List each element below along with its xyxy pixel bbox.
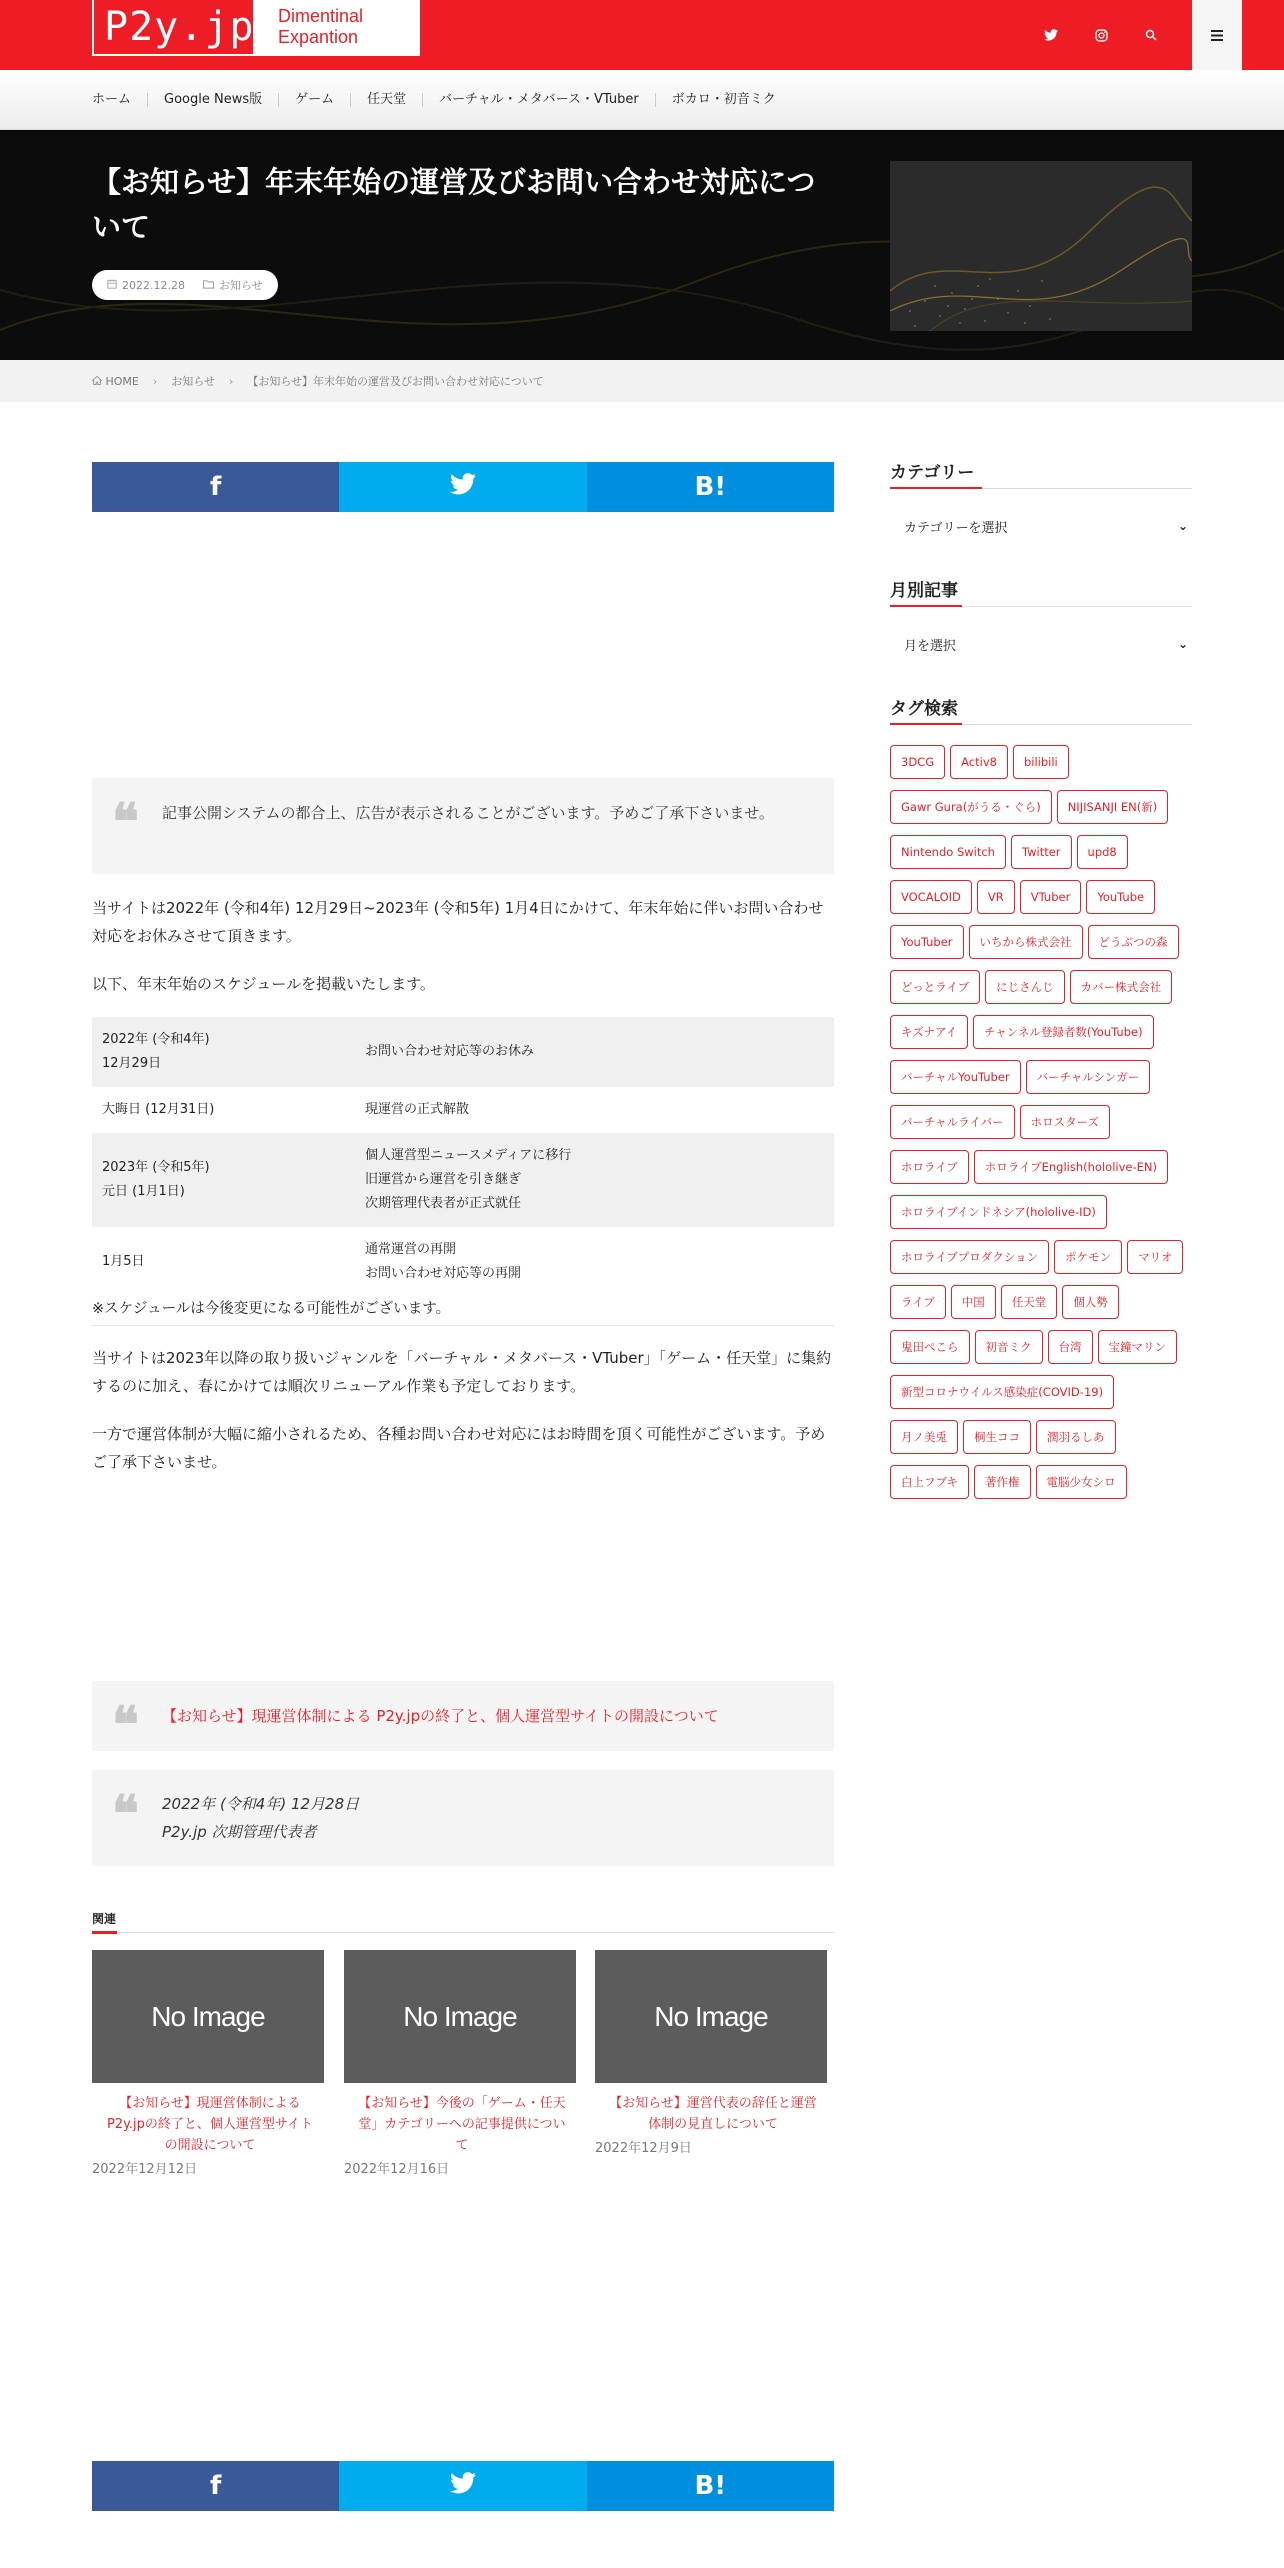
body-paragraph-3: 当サイトは2023年以降の取り扱いジャンルを「バーチャル・メタバース・VTuber」「ゲーム・任天堂」に集約するのに加え、春にかけては順次リニューアル作業も予定しております。 — [92, 1349, 832, 1395]
tag-link[interactable]: ホロライブプロダクション — [890, 1240, 1049, 1274]
tag-link[interactable]: 台湾 — [1048, 1330, 1093, 1364]
card-title[interactable]: 【お知らせ】現運営体制による P2y.jpの終了と、個人運営型サイトの開設について — [106, 2096, 314, 2153]
article-category[interactable]: お知らせ — [218, 279, 263, 292]
tag-link[interactable]: どっとライブ — [890, 970, 980, 1004]
hatena-icon: B! — [694, 2471, 727, 2501]
home-icon — [92, 375, 106, 388]
related-heading-divider — [92, 1932, 834, 1933]
quote-icon: ❝ — [112, 1695, 139, 1754]
hatena-icon: B! — [694, 472, 727, 502]
schedule-date: 2023年 (令和5年) 元日 (1月1日) — [92, 1133, 355, 1227]
body-paragraph-1: 当サイトは2022年 (令和4年) 12月29日~2023年 (令和5年) 1月4日にかけて、年末年始に伴いお問い合わせ対応をお休みさせて頂きます。 — [92, 899, 824, 945]
category-heading-accent — [890, 487, 982, 489]
tag-link[interactable]: YouTube — [1086, 880, 1155, 914]
hatena-share-button[interactable] — [587, 462, 834, 512]
archive-heading-accent — [890, 605, 962, 607]
tag-link[interactable]: NIJISANJI EN(新) — [1057, 790, 1169, 824]
link-quote-text[interactable]: 【お知らせ】現運営体制による P2y.jpの終了と、個人運営型サイトの開設について — [162, 1707, 719, 1725]
hatena-share-button[interactable] — [587, 2461, 834, 2511]
tag-link[interactable]: チャンネル登録者数(YouTube) — [973, 1015, 1154, 1049]
site-header — [0, 0, 1284, 70]
tag-link[interactable]: にじさんじ — [985, 970, 1065, 1004]
chevron-right-icon: › — [152, 374, 158, 388]
signature-author: P2y.jp 次期管理代表者 — [162, 1823, 317, 1841]
tag-link[interactable]: ホロライブ — [890, 1150, 969, 1184]
article-title: 【お知らせ】年末年始の運営及びお問い合わせ対応について — [92, 165, 816, 244]
tag-link[interactable]: 宝鐘マリン — [1098, 1330, 1178, 1364]
schedule-event: 通常運営の再開 お問い合わせ対応等の再開 — [365, 1242, 522, 1281]
schedule-row — [92, 1133, 834, 1227]
facebook-share-button[interactable] — [92, 2461, 339, 2511]
body-paragraph-2: 以下、年末年始のスケジュールを掲載いたします。 — [92, 975, 435, 993]
archive-select-value: 月を選択 — [904, 638, 957, 654]
chevron-right-icon: › — [228, 374, 234, 388]
tag-link[interactable]: 任天堂 — [1001, 1285, 1058, 1319]
facebook-icon: f — [210, 472, 222, 502]
tag-link[interactable]: 初音ミク — [975, 1330, 1043, 1364]
tag-link[interactable]: VOCALOID — [890, 880, 972, 914]
calendar-icon — [107, 279, 117, 292]
schedule-event: お問い合わせ対応等のお休み — [355, 1017, 834, 1087]
schedule-date: 大晦日 (12月31日) — [102, 1102, 215, 1117]
tag-link[interactable]: 3DCG — [890, 745, 945, 779]
tag-link[interactable]: どうぶつの森 — [1088, 925, 1179, 959]
article-meta — [92, 270, 278, 300]
tag-heading-accent — [890, 723, 962, 725]
tag-link[interactable]: いちから株式会社 — [969, 925, 1083, 959]
related-card[interactable] — [92, 1950, 324, 2177]
tag-link[interactable]: バーチャルライバー — [890, 1105, 1015, 1139]
signature-box — [92, 1770, 834, 1866]
ad-notice-box — [92, 778, 834, 874]
nav-item-virtual[interactable]: バーチャル・メタバース・VTuber — [422, 93, 655, 107]
category-select[interactable] — [890, 506, 1192, 546]
schedule-date: 2022年 (令和4年) 12月29日 — [92, 1017, 355, 1087]
folder-icon — [203, 279, 214, 292]
card-date: 2022年12月12日 — [92, 2162, 198, 2177]
related-card[interactable] — [344, 1950, 576, 2177]
card-thumbnail: No Image — [92, 1950, 324, 2083]
tag-link[interactable]: バーチャルシンガー — [1026, 1060, 1151, 1094]
tag-link[interactable]: Twitter — [1011, 835, 1072, 869]
archive-heading: 月別記事 — [890, 581, 958, 601]
breadcrumb-current: 【お知らせ】年末年始の運営及びお問い合わせ対応について — [247, 375, 544, 388]
logo-tagline — [255, 0, 420, 56]
breadcrumb-home[interactable] — [92, 375, 139, 388]
tag-cloud — [890, 745, 1192, 1510]
card-thumbnail: No Image — [595, 1950, 827, 2083]
tag-link[interactable]: 著作権 — [974, 1465, 1031, 1499]
tag-link[interactable]: Activ8 — [950, 745, 1008, 779]
tag-link[interactable]: キズナアイ — [890, 1015, 968, 1049]
twitter-share-button[interactable] — [339, 462, 586, 512]
signature-text — [162, 1790, 359, 1846]
global-nav — [0, 70, 1284, 130]
tag-link[interactable]: bilibili — [1013, 745, 1069, 779]
ad-notice-text: 記事公開システムの都合上、広告が表示されることがございます。予めご了承下さいませ。 — [162, 804, 774, 822]
schedule-date: 1月5日 — [102, 1254, 145, 1269]
related-heading-accent — [92, 1931, 117, 1934]
facebook-icon: f — [210, 2471, 222, 2501]
twitter-share-button[interactable] — [339, 2461, 586, 2511]
tag-link[interactable]: 桐生ココ — [963, 1420, 1031, 1454]
tag-link[interactable]: 白上フブキ — [890, 1465, 969, 1499]
logo-main: P2y.jp — [92, 0, 255, 56]
tag-link[interactable]: 鬼田ぺこら — [890, 1330, 970, 1364]
menu-icon[interactable] — [1192, 0, 1242, 70]
schedule-row — [92, 1227, 834, 1297]
nav-item-nintendo[interactable]: 任天堂 — [350, 93, 422, 107]
schedule-note: ※スケジュールは今後変更になる可能性がございます。 — [92, 1295, 834, 1326]
tag-link[interactable]: YouTuber — [890, 925, 964, 959]
article-thumbnail — [890, 161, 1192, 331]
nav-item-home[interactable]: ホーム — [92, 92, 132, 107]
breadcrumb — [0, 360, 1284, 402]
tag-link[interactable]: 潤羽るしあ — [1036, 1420, 1116, 1454]
chevron-down-icon: ⌄ — [1177, 519, 1188, 533]
schedule-event: 個人運営型ニュースメディアに移行 旧運営から運営を引き継ぎ 次期管理代表者が正式就任 — [355, 1133, 834, 1227]
schedule-event: 現運営の正式解散 — [365, 1102, 470, 1117]
twitter-icon — [450, 2471, 476, 2501]
twitter-icon[interactable] — [1026, 0, 1076, 70]
tag-link[interactable]: ライブ — [890, 1285, 946, 1319]
share-bar-bottom — [92, 2461, 834, 2511]
chevron-down-icon: ⌄ — [1177, 637, 1188, 651]
card-date: 2022年12月16日 — [344, 2162, 450, 2177]
facebook-share-button[interactable] — [92, 462, 339, 512]
tag-link[interactable]: ホロライブEnglish(hololive-EN) — [974, 1150, 1168, 1184]
tag-link[interactable]: カバー株式会社 — [1070, 970, 1173, 1004]
quote-icon: ❝ — [112, 1784, 139, 1843]
tag-link[interactable]: Nintendo Switch — [890, 835, 1006, 869]
category-heading: カテゴリー — [890, 463, 975, 483]
schedule-row — [92, 1017, 834, 1087]
schedule-row — [92, 1087, 834, 1133]
nav-item-google-news[interactable]: Google News版 — [147, 93, 278, 107]
card-thumbnail: No Image — [344, 1950, 576, 2083]
tag-link[interactable]: VTuber — [1020, 880, 1082, 914]
tag-link[interactable]: 電脳少女シロ — [1036, 1465, 1127, 1499]
tag-link[interactable]: マリオ — [1127, 1240, 1183, 1274]
share-bar-top — [92, 462, 834, 512]
link-quote-box — [92, 1681, 834, 1754]
tag-heading: タグ検索 — [890, 699, 958, 719]
card-date: 2022年12月9日 — [595, 2141, 692, 2156]
tag-link[interactable]: 個人勢 — [1062, 1285, 1119, 1319]
tag-link[interactable]: バーチャルYouTuber — [890, 1060, 1021, 1094]
tag-link[interactable]: upd8 — [1077, 835, 1128, 869]
body-paragraph-4: 一方で運営体制が大幅に縮小されるため、各種お問い合わせ対応にはお時間を頂く可能性がございます。予めご了承下さいませ。 — [92, 1425, 826, 1471]
archive-select[interactable] — [890, 624, 1192, 664]
article-hero — [0, 130, 1284, 360]
related-card[interactable] — [595, 1950, 827, 2156]
instagram-icon[interactable] — [1076, 0, 1126, 70]
quote-icon: ❝ — [112, 792, 139, 851]
site-logo[interactable] — [92, 0, 420, 56]
tag-link[interactable]: ポケモン — [1054, 1240, 1122, 1274]
card-title[interactable]: 【お知らせ】運営代表の辞任と運営体制の見直しについて — [609, 2096, 817, 2132]
nav-item-game[interactable]: ゲーム — [278, 93, 350, 107]
logo-tagline-line1: Dimentinal — [278, 6, 364, 26]
card-title[interactable]: 【お知らせ】今後の「ゲーム・任天堂」カテゴリーへの記事提供について — [358, 2096, 566, 2153]
tag-link[interactable]: Gawr Gura(がうる・ぐら) — [890, 790, 1052, 824]
logo-tagline-line2: Expantion — [278, 27, 359, 47]
category-select-value: カテゴリーを選択 — [904, 520, 1008, 536]
tag-link[interactable]: 中国 — [951, 1285, 996, 1319]
tag-link[interactable]: ホロライブインドネシア(hololive-ID) — [890, 1195, 1107, 1229]
tag-link[interactable]: 月ノ美兎 — [890, 1420, 958, 1454]
tag-link[interactable]: 新型コロナウイルス感染症(COVID-19) — [890, 1375, 1114, 1409]
related-heading: 関連 — [92, 1912, 117, 1926]
breadcrumb-home-label: HOME — [105, 374, 139, 388]
signature-date: 2022年 (令和4年) 12月28日 — [162, 1795, 360, 1813]
header-icons — [1026, 0, 1284, 70]
schedule-table — [92, 1017, 834, 1297]
twitter-icon — [450, 472, 476, 502]
tag-link[interactable]: VR — [977, 880, 1015, 914]
search-icon[interactable] — [1126, 0, 1176, 70]
article-date: 2022.12.28 — [122, 278, 185, 292]
tag-link[interactable]: ホロスターズ — [1020, 1105, 1110, 1139]
breadcrumb-category[interactable]: お知らせ — [171, 375, 215, 388]
nav-item-vocaloid[interactable]: ボカロ・初音ミク — [655, 93, 792, 107]
